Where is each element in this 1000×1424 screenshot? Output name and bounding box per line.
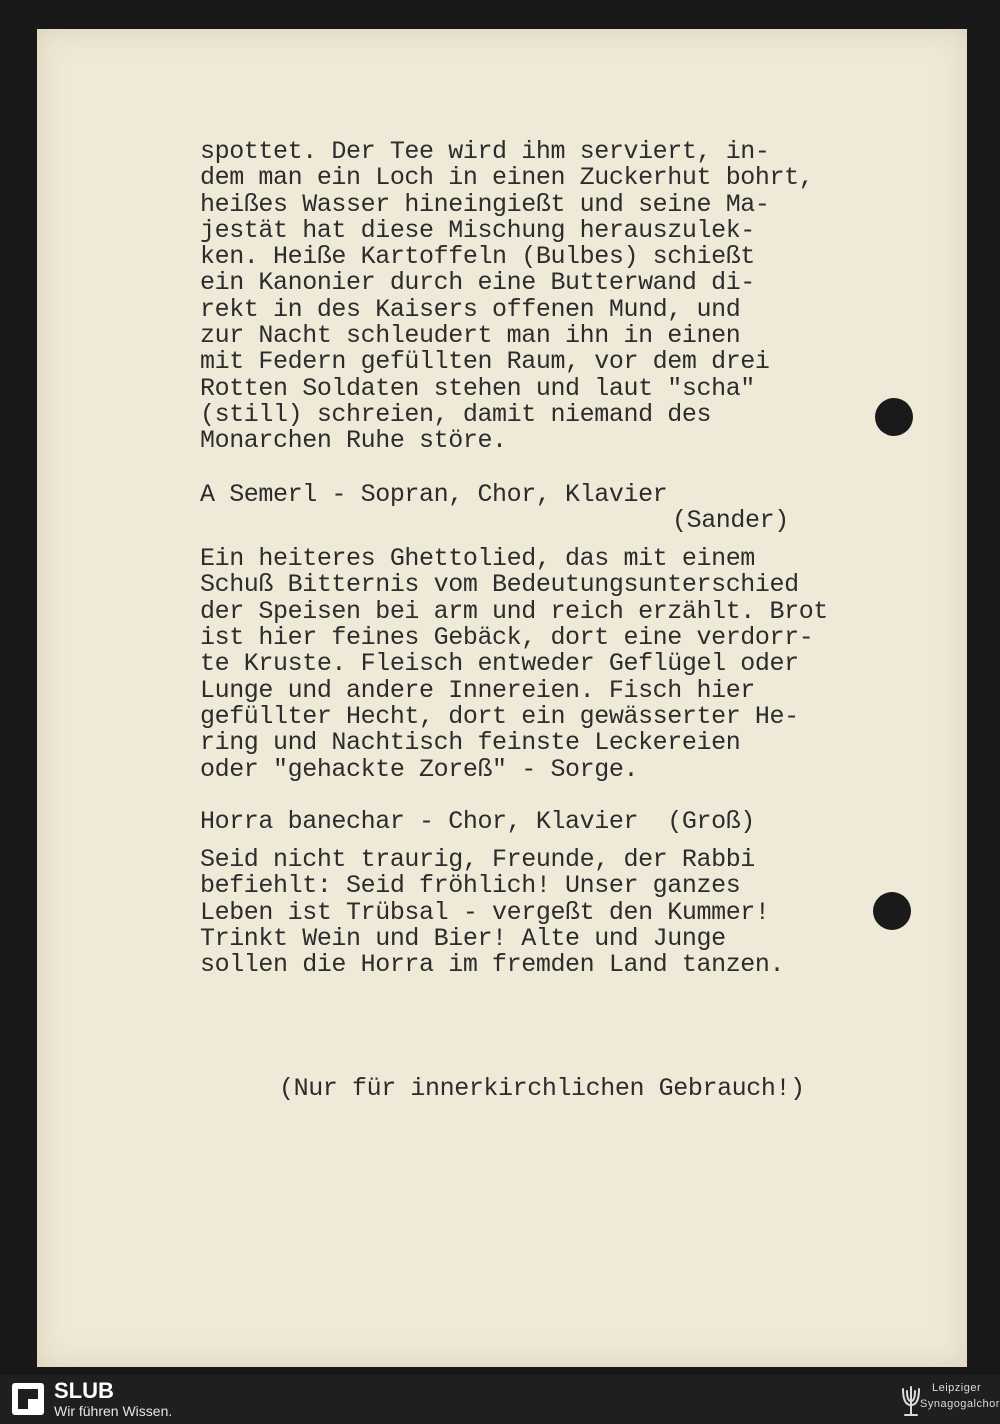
song-arranger-gross: (Groß) [667, 806, 755, 836]
text-line: zur Nacht schleudert man ihn in einen [200, 321, 741, 351]
text-line: ken. Heiße Kartoffeln (Bulbes) schießt [200, 242, 755, 272]
paragraph-emperor [200, 139, 930, 455]
text-line: Trinkt Wein und Bier! Alte und Junge [200, 924, 726, 954]
text-line: befiehlt: Seid fröhlich! Unser ganzes [200, 871, 741, 901]
slub-logo-text[interactable]: SLUB [54, 1378, 114, 1403]
song-title-horra [200, 806, 930, 836]
song-arranger-sander: (Sander) [672, 505, 789, 535]
text-line: sollen die Horra im fremden Land tanzen. [200, 950, 785, 980]
slub-logo-icon[interactable] [10, 1381, 46, 1417]
collection-name-line2: Synagogalchor [920, 1398, 1000, 1410]
usage-note: (Nur für innerkirchlichen Gebrauch!) [279, 1074, 805, 1103]
text-line: der Speisen bei arm und reich erzählt. Brot [200, 596, 828, 626]
document-page [37, 29, 967, 1367]
text-line: Rotten Soldaten stehen und laut "scha" [200, 373, 755, 403]
viewer-footer-bar [0, 1375, 1000, 1424]
slub-tagline: Wir führen Wissen. [54, 1403, 173, 1419]
text-line: jestät hat diese Mischung herauszulek- [200, 215, 755, 245]
text-line: ist hier feines Gebäck, dort eine verdorr- [200, 623, 814, 653]
text-line: (still) schreien, damit niemand des [200, 399, 712, 429]
text-line: gefüllter Hecht, dort ein gewässerter He- [200, 701, 799, 731]
text-line: Lunge und andere Innereien. Fisch hier [200, 675, 755, 705]
text-line: mit Federn gefüllten Raum, vor dem drei [200, 347, 770, 377]
collection-name-line1: Leipziger [932, 1382, 982, 1394]
song-title-horra-text: Horra banechar - Chor, Klavier [200, 806, 639, 836]
text-line: Seid nicht traurig, Freunde, der Rabbi [200, 845, 755, 875]
text-line: Monarchen Ruhe störe. [200, 426, 507, 456]
typewritten-text [200, 139, 930, 979]
text-line: Schuß Bitternis vom Bedeutungsunterschied [200, 570, 799, 600]
text-line: heißes Wasser hineingießt und seine Ma- [200, 189, 770, 219]
song-title-semerl: A Semerl - Sopran, Chor, Klavier [200, 479, 668, 509]
paragraph-ghetto-song [200, 546, 930, 783]
text-line: Ein heiteres Ghettolied, das mit einem [200, 544, 755, 574]
text-line: oder "gehackte Zoreß" - Sorge. [200, 754, 639, 784]
paragraph-horra [200, 847, 930, 978]
text-line: ein Kanonier durch eine Butterwand di- [200, 268, 755, 298]
text-line: dem man ein Loch in einen Zuckerhut bohrt, [200, 163, 814, 193]
text-line: spottet. Der Tee wird ihm serviert, in- [200, 137, 770, 166]
text-line: Leben ist Trübsal - vergeßt den Kummer! [200, 897, 770, 927]
text-line: ring und Nachtisch feinste Leckereien [200, 728, 741, 758]
text-line: rekt in des Kaisers offenen Mund, und [200, 294, 741, 324]
text-line: te Kruste. Fleisch entweder Geflügel oder [200, 649, 799, 679]
